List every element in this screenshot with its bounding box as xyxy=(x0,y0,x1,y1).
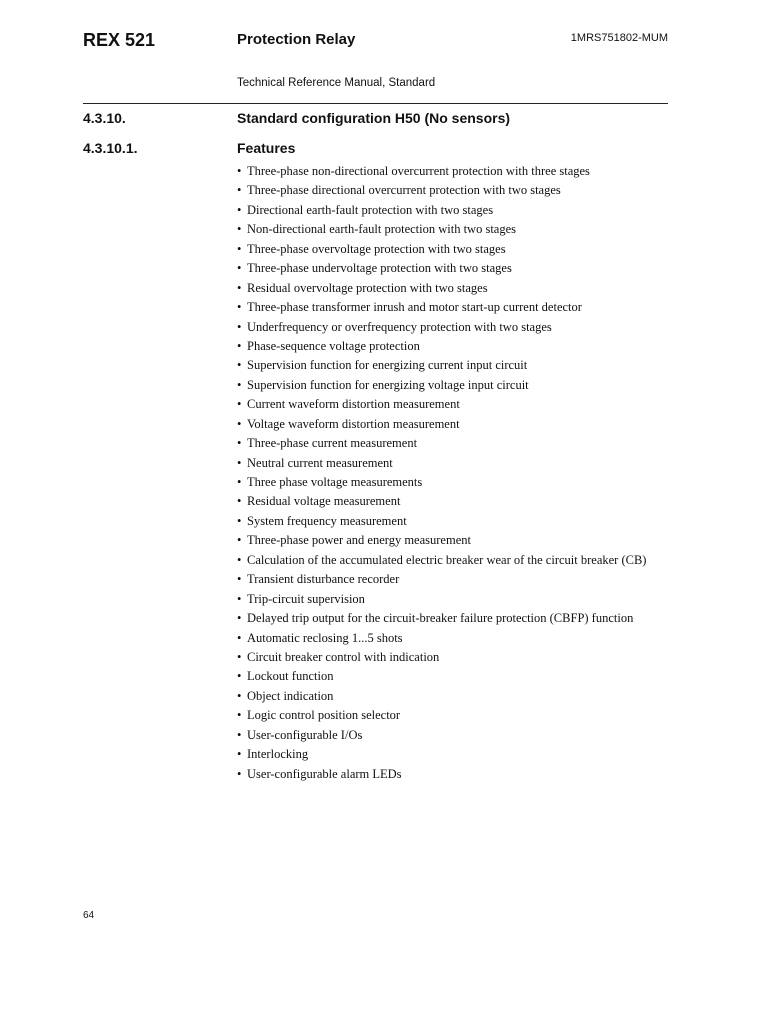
feature-text: Residual voltage measurement xyxy=(247,494,401,509)
bullet-icon: • xyxy=(237,222,242,237)
feature-text: User-configurable I/Os xyxy=(247,727,363,742)
bullet-icon: • xyxy=(237,766,242,781)
bullet-icon: • xyxy=(237,377,242,392)
bullet-icon: • xyxy=(237,397,242,412)
feature-list-item xyxy=(237,298,646,317)
bullet-icon: • xyxy=(237,183,242,198)
feature-list-item xyxy=(237,415,646,434)
bullet-icon: • xyxy=(237,358,242,373)
bullet-icon: • xyxy=(237,164,242,178)
features-list xyxy=(237,162,646,784)
feature-list-item xyxy=(237,706,646,725)
subsection-title: Features xyxy=(237,140,296,156)
feature-text: Three phase voltage measurements xyxy=(247,475,423,489)
feature-list-item xyxy=(237,162,646,181)
section-title: Standard configuration H50 (No sensors) xyxy=(237,110,511,126)
feature-text: Logic control position selector xyxy=(247,708,401,723)
feature-text: Three-phase current measurement xyxy=(247,436,418,451)
bullet-icon: • xyxy=(237,261,242,276)
document-subtitle: Technical Reference Manual, Standard xyxy=(237,77,436,89)
feature-text: Underfrequency or overfrequency protection with two stages xyxy=(247,319,552,334)
feature-list-item xyxy=(237,356,646,375)
feature-text: Three-phase power and energy measurement xyxy=(247,533,471,548)
feature-list-item xyxy=(237,240,646,259)
bullet-icon: • xyxy=(237,300,242,315)
feature-list-item xyxy=(237,337,646,356)
subsection-number: 4.3.10.1. xyxy=(83,140,138,156)
feature-list-item xyxy=(237,531,646,550)
bullet-icon: • xyxy=(237,591,242,606)
feature-text: Three-phase non-directional overcurrent protection with three stages xyxy=(247,164,590,178)
bullet-icon: • xyxy=(237,630,242,645)
feature-text: Automatic reclosing 1...5 shots xyxy=(247,630,403,645)
bullet-icon: • xyxy=(237,533,242,548)
feature-text: Delayed trip output for the circuit-breaker failure protection (CBFP) function xyxy=(247,611,634,626)
feature-text: Voltage waveform distortion measurement xyxy=(247,416,460,431)
feature-list-item xyxy=(237,590,646,609)
section-number: 4.3.10. xyxy=(83,110,126,126)
feature-list-item xyxy=(237,726,646,745)
feature-list-item xyxy=(237,570,646,589)
bullet-icon: • xyxy=(237,455,242,470)
feature-text: Three-phase transformer inrush and motor start-up current detector xyxy=(247,300,582,315)
bullet-icon: • xyxy=(237,572,242,587)
feature-list-item xyxy=(237,687,646,706)
feature-list-item xyxy=(237,609,646,628)
bullet-icon: • xyxy=(237,747,242,762)
feature-list-item xyxy=(237,765,646,784)
feature-text: Phase-sequence voltage protection xyxy=(247,338,420,353)
feature-list-item xyxy=(237,648,646,667)
bullet-icon: • xyxy=(237,280,242,295)
bullet-icon: • xyxy=(237,669,242,684)
feature-text: Trip-circuit supervision xyxy=(247,591,365,606)
feature-list-item xyxy=(237,512,646,531)
feature-text: Object indication xyxy=(247,688,334,703)
feature-list-item xyxy=(237,473,646,492)
bullet-icon: • xyxy=(237,611,242,626)
feature-text: Calculation of the accumulated electric breaker wear of the circuit breaker (CB) xyxy=(247,552,647,567)
bullet-icon: • xyxy=(237,475,242,489)
feature-text: Neutral current measurement xyxy=(247,455,393,470)
feature-list-item xyxy=(237,201,646,220)
feature-text: User-configurable alarm LEDs xyxy=(247,766,402,781)
feature-list-item xyxy=(237,318,646,337)
feature-text: Three-phase directional overcurrent protection with two stages xyxy=(247,183,561,198)
feature-list-item xyxy=(237,181,646,200)
document-title: Protection Relay xyxy=(237,31,356,48)
feature-list-item xyxy=(237,667,646,686)
bullet-icon: • xyxy=(237,436,242,451)
bullet-icon: • xyxy=(237,338,242,353)
feature-list-item xyxy=(237,454,646,473)
feature-list-item xyxy=(237,629,646,648)
feature-text: Supervision function for energizing current input circuit xyxy=(247,358,528,373)
feature-text: Directional earth-fault protection with two stages xyxy=(247,202,494,217)
feature-list-item xyxy=(237,745,646,764)
feature-text: Supervision function for energizing voltage input circuit xyxy=(247,377,529,392)
feature-text: System frequency measurement xyxy=(247,513,407,528)
bullet-icon: • xyxy=(237,494,242,509)
feature-list-item xyxy=(237,434,646,453)
feature-text: Circuit breaker control with indication xyxy=(247,649,440,664)
feature-text: Three-phase undervoltage protection with two stages xyxy=(247,261,512,276)
feature-text: Current waveform distortion measurement xyxy=(247,397,460,412)
bullet-icon: • xyxy=(237,416,242,431)
document-code: REX 521 xyxy=(83,30,156,50)
bullet-icon: • xyxy=(237,202,242,217)
bullet-icon: • xyxy=(237,708,242,723)
feature-text: Transient disturbance recorder xyxy=(247,572,400,587)
feature-list-item xyxy=(237,492,646,511)
feature-text: Lockout function xyxy=(247,669,334,684)
feature-text: Residual overvoltage protection with two stages xyxy=(247,280,488,295)
feature-text: Interlocking xyxy=(247,747,309,762)
document-number: 1MRS751802-MUM xyxy=(570,32,668,44)
page-number: 64 xyxy=(83,910,95,921)
bullet-icon: • xyxy=(237,649,242,664)
feature-list-item xyxy=(237,376,646,395)
header-divider xyxy=(83,103,668,104)
feature-list-item xyxy=(237,279,646,298)
bullet-icon: • xyxy=(237,319,242,334)
feature-list-item xyxy=(237,259,646,278)
bullet-icon: • xyxy=(237,513,242,528)
feature-text: Non-directional earth-fault protection with two stages xyxy=(247,222,517,237)
bullet-icon: • xyxy=(237,727,242,742)
bullet-icon: • xyxy=(237,552,242,567)
bullet-icon: • xyxy=(237,241,242,256)
feature-list-item xyxy=(237,551,646,570)
feature-text: Three-phase overvoltage protection with two stages xyxy=(247,241,506,256)
bullet-icon: • xyxy=(237,688,242,703)
feature-list-item xyxy=(237,220,646,239)
feature-list-item xyxy=(237,395,646,414)
